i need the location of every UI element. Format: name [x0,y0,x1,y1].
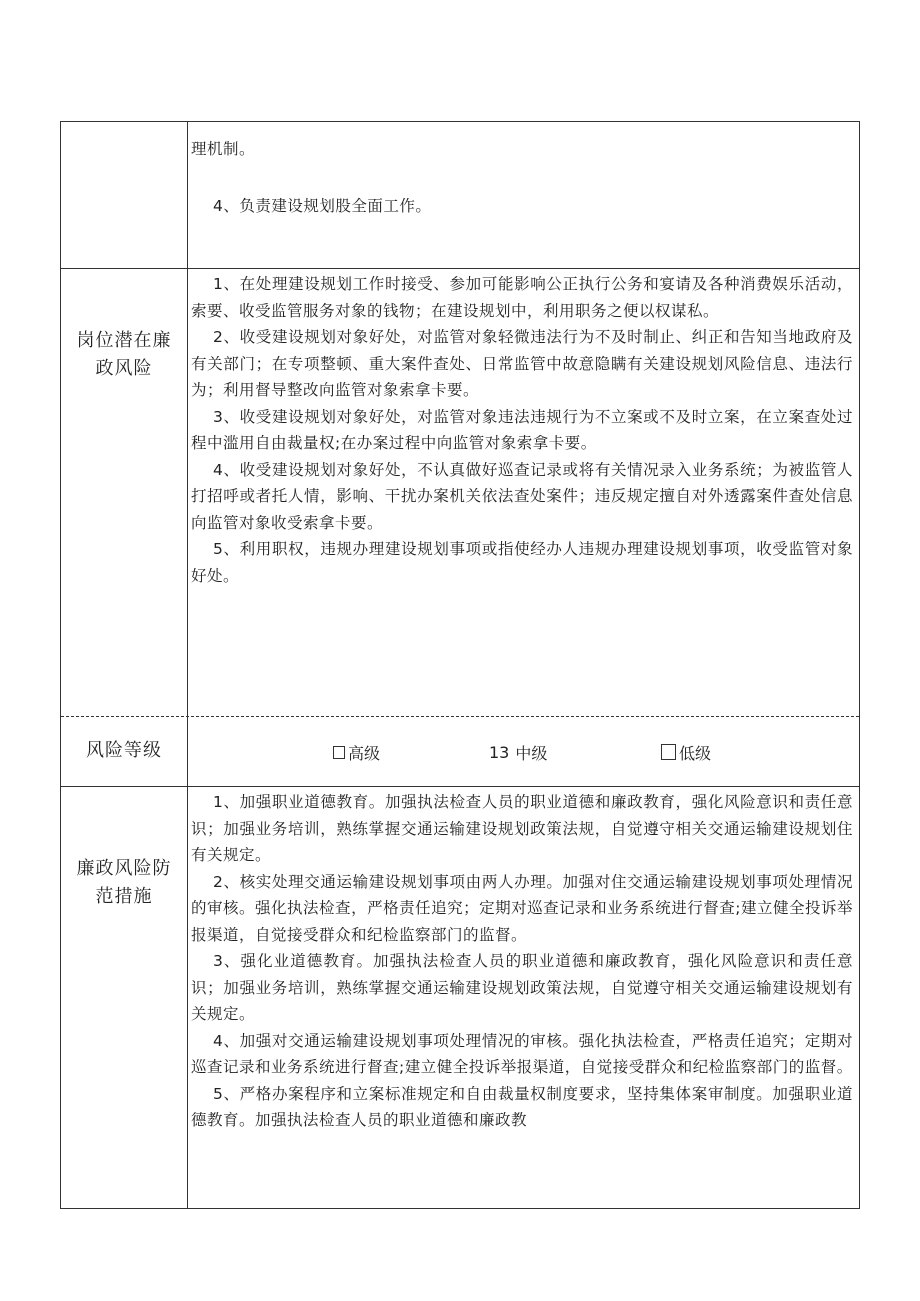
row-measures [61,786,859,1208]
measures-label: 廉政风险防范措施 [76,858,172,907]
risk-table [60,121,860,1209]
level-low[interactable] [661,717,711,787]
low-checkbox[interactable] [661,744,676,760]
risk-item: 4、收受建设规划对象好处，不认真做好巡查记录或将有关情况录入业务系统；为被监管人打招呼或者托人情，影响、干扰办案机关依法查处案件；违反规定擅自对外透露案件查处信息向监管对象收受索拿卡要。 [191,460,853,532]
row-duties [61,122,859,268]
mid-mark: 13 [489,742,510,762]
high-checkbox[interactable] [333,746,345,759]
duties-line-a: 理机制。 [191,140,256,158]
risk-item: 5、利用职权，违规办理建设规划事项或指使经办人违规办理建设规划事项，收受监管对象好处。 [191,540,853,585]
measure-item: 5、严格办案程序和立案标准规定和自由裁量权制度要求，坚持集体案审制度。加强职业道德教育。加强执法检查人员的职业道德和廉政教 [191,1084,853,1129]
row-risk-level [61,716,859,786]
row-risks [61,268,859,716]
measure-item: 2、核实处理交通运输建设规划事项由两人办理。加强对住交通运输建设规划事项处理情况的审核。强化执法检查，严格责任追究；定期对巡查记录和业务系统进行督查;建立健全投诉举报渠道，自觉接受群众和纪检监察部门的监督。 [191,872,853,944]
risk-item: 1、在处理建设规划工作时接受、参加可能影响公正执行公务和宴请及各种消费娱乐活动，索要、收受监管服务对象的钱物；在建设规划中，利用职务之便以权谋私。 [191,275,853,320]
measure-item: 1、加强职业道德教育。加强执法检查人员的职业道德和廉政教育，强化风险意识和责任意识；加强业务培训，熟练掌握交通运输建设规划政策法规，自觉遵守相关交通运输建设规划住有关规定。 [191,793,853,864]
mid-label: 中级 [515,743,548,763]
level-label: 风险等级 [86,740,162,761]
duties-line-b: 4、负责建设规划股全面工作。 [213,196,432,215]
measure-item: 3、强化业道德教育。加强执法检查人员的职业道德和廉政教育，强化风险意识和责任意识；加强业务培训，熟练掌握交通运输建设规划政策法规，自觉遵守相关交通运输建设规划有关规定。 [191,952,853,1023]
risk-label: 岗位潜在廉政风险 [76,330,172,379]
risk-item: 2、收受建设规划对象好处，对监管对象轻微违法行为不及时制止、纠正和告知当地政府及有关部门；在专项整顿、重大案件查处、日常监管中故意隐瞒有关建设规划风险信息、违法行为；利用督导整改向监管对象索拿卡要。 [191,328,853,399]
high-label: 高级 [348,743,381,763]
duties-content [191,136,853,219]
low-label: 低级 [679,743,712,763]
measure-item: 4、加强对交通运输建设规划事项处理情况的审核。强化执法检查，严格责任追究；定期对巡查记录和业务系统进行督查;建立健全投诉举报渠道，自觉接受群众和纪检监察部门的监督。 [191,1031,853,1076]
risk-item: 3、收受建设规划对象好处，对监管对象违法违规行为不立案或不及时立案，在立案查处过程中滥用自由裁量权;在办案过程中向监管对象索拿卡要。 [191,407,853,452]
measures-content [191,789,853,1207]
risk-content [191,271,853,589]
level-mid[interactable] [489,717,547,787]
level-high[interactable] [333,717,380,787]
